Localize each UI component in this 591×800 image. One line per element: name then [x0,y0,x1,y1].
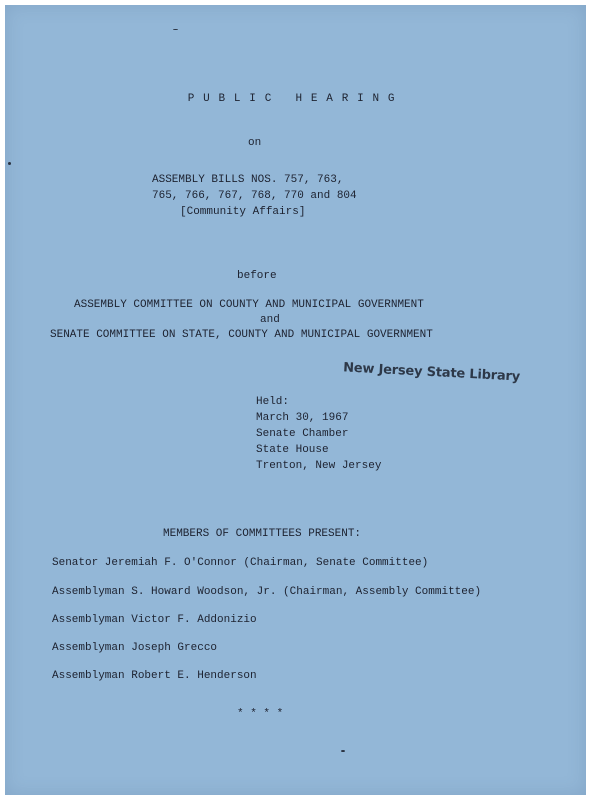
held-label: Held: [256,396,290,408]
document-title: PUBLIC HEARING [187,93,404,105]
member-item: Assemblyman S. Howard Woodson, Jr. (Chairman, Assembly Committee) [52,586,482,598]
member-item: Assemblyman Joseph Grecco [52,642,218,654]
member-item: Assemblyman Victor F. Addonizio [52,614,257,626]
held-city: Trenton, New Jersey [256,460,382,472]
library-stamp: New Jersey State Library [342,360,521,385]
and-text: and [260,314,280,326]
held-room: Senate Chamber [256,428,349,440]
member-item: Assemblyman Robert E. Henderson [52,670,257,682]
document-page [5,5,586,795]
member-item: Senator Jeremiah F. O'Connor (Chairman, Senate Committee) [52,557,429,569]
paper-speck [8,162,11,165]
footer-asterisks: * * * * [237,708,284,720]
bill-numbers-line-1: ASSEMBLY BILLS NOS. 757, 763, [152,174,344,186]
before-text: before [237,270,277,282]
members-heading: MEMBERS OF COMMITTEES PRESENT: [163,528,362,540]
held-date: March 30, 1967 [256,412,349,424]
assembly-committee: ASSEMBLY COMMITTEE ON COUNTY AND MUNICIPAL GOVERNMENT [74,299,424,311]
paper-speck [341,750,345,752]
bill-numbers-line-2: 765, 766, 767, 768, 770 and 804 [152,190,357,202]
senate-committee: SENATE COMMITTEE ON STATE, COUNTY AND MUNICIPAL GOVERNMENT [50,329,433,341]
on-text: on [248,137,262,149]
held-building: State House [256,444,329,456]
paper-speck [173,29,178,30]
bill-subject: [Community Affairs] [180,206,306,218]
